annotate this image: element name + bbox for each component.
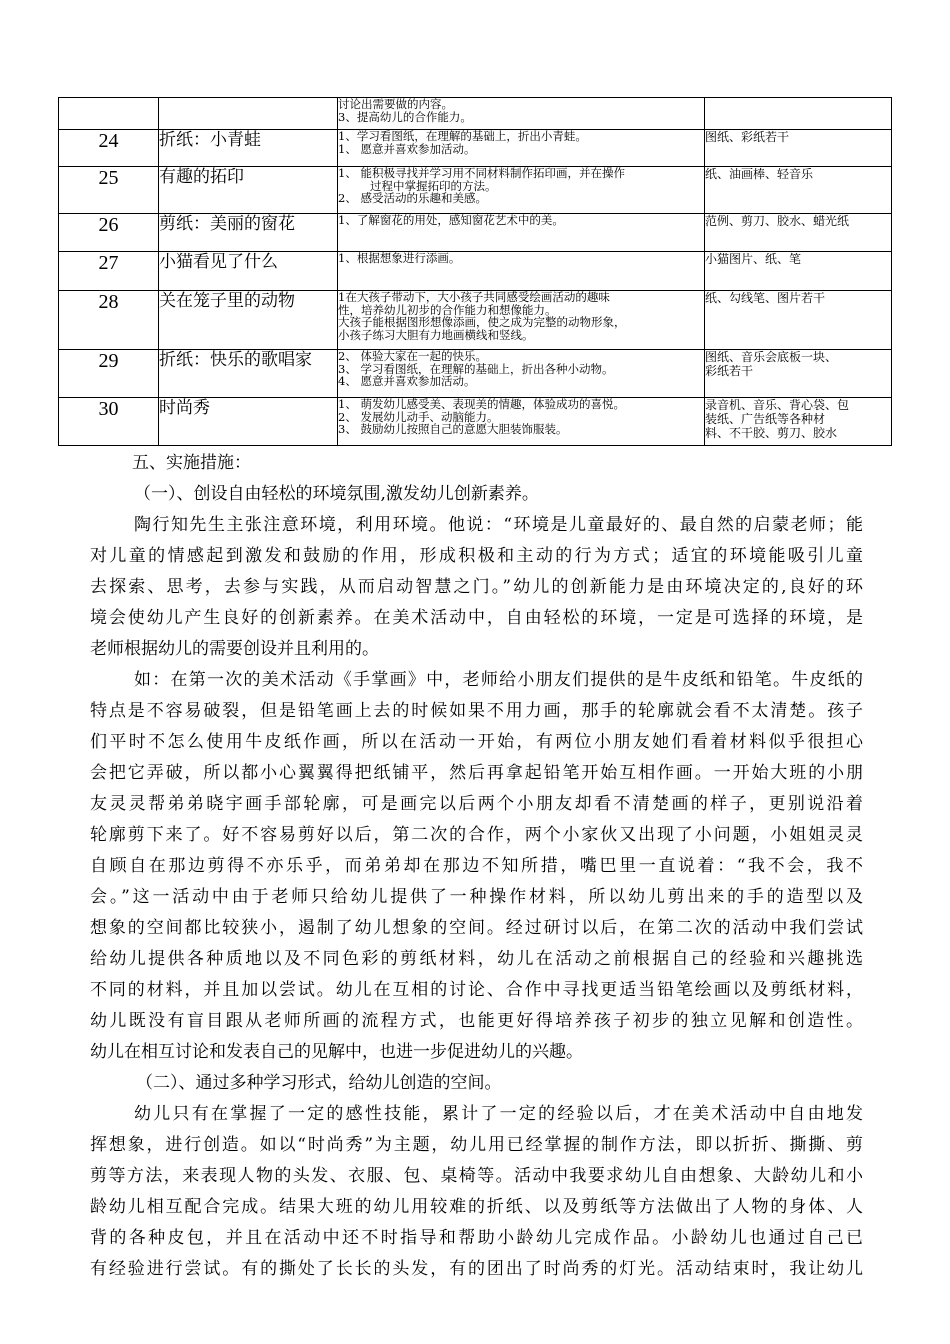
paragraph-line: 挥想象，进行创造。如以“时尚秀”为主题，幼儿用已经掌握的制作方法，即以折折、撕撕、剪 [90,1135,863,1155]
row-number: 25 [59,167,159,214]
activity-name [159,98,338,130]
material-line: 装纸、广告纸等各种材 [705,412,826,426]
paragraph-line: 会。”这一活动中由于老师只给幼儿提供了一种操作材料，所以幼儿剪出来的手的造型以及 [90,887,863,907]
paragraph-line: 轮廓剪下来了。好不容易剪好以后，第二次的合作，两个小家伙又出现了小问题，小姐姐灵灵 [90,825,863,845]
table-row [59,398,892,446]
goal-line: 1、 能积极寻找并学习用不同材料制作拓印画，并在操作 [338,166,625,180]
paragraph-line: 特点是不容易破裂，但是铅笔画上去的时候如果不用力画，那手的轮廓就会看不太清楚。孩子 [90,701,863,721]
activity-materials [705,98,892,130]
activity-goals [338,350,705,398]
goal-line: 3、 学习看图纸，在理解的基础上，折出各种小动物。 [338,361,614,376]
goal-line: 小孩子练习大胆有力地画横线和竖线。 [338,327,534,342]
activity-materials: 图纸、彩纸若干 [705,130,892,167]
row-number: 24 [59,130,159,167]
activity-materials: 小猫图片、纸、笔 [705,252,892,291]
goal-line: 性，培养幼儿初步的合作能力和想像能力。 [338,302,557,317]
goal-line: 1在大孩子带动下，大小孩子共同感受绘画活动的趣味 [338,290,610,304]
row-number: 29 [59,350,159,398]
material-line: 彩纸若干 [705,364,754,378]
paragraph-line: 龄幼儿相互配合完成。结果大班的幼儿用较难的折纸、以及剪纸等方法做出了人物的身体、人 [90,1197,863,1217]
table-row [59,291,892,350]
paragraph-line: 们平时不怎么使用牛皮纸作画，所以在活动一开始，有两位小朋友她们看着材料似乎很担心 [90,732,863,752]
activity-goals [338,167,705,214]
goal-line: 过程中掌握拓印的方法。 [370,178,497,193]
activity-goals [338,130,705,167]
paragraph-line: 不同的材料，并且加以尝试。幼儿在互相的讨论、合作中寻找更适当铅笔绘画以及剪纸材料， [90,980,863,1000]
paragraph-line: 会把它弄破，所以都小心翼翼得把纸铺平，然后再拿起铅笔开始互相作画。一开始大班的小朋 [90,763,863,783]
paragraph-line: 剪等方法，来表现人物的头发、衣服、包、桌椅等。活动中我要求幼儿自由想象、大龄幼儿和小 [90,1166,863,1186]
activity-name: 小猫看见了什么 [159,252,338,291]
table-row [59,252,892,291]
subsection-heading: （一）、创设自由轻松的环境氛围,激发幼儿创新素养。 [134,484,539,504]
material-line: 图纸、音乐会底板一块、 [705,350,838,364]
activity-name: 折纸：快乐的歌唱家 [159,350,338,398]
goal-line: 2、 发展幼儿动手、动脑能力。 [338,409,499,424]
subsection-heading: （二）、通过多种学习形式，给幼儿创造的空间。 [136,1073,502,1093]
row-number: 26 [59,214,159,252]
table-row [59,214,892,252]
paragraph-line: 境会使幼儿产生良好的创新素养。在美术活动中，自由轻松的环境，一定是可选择的环境，是 [90,608,863,628]
row-number: 28 [59,291,159,350]
section-heading: 五、实施措施： [132,453,251,473]
paragraph-line: 背的各种皮包，并且在活动中还不时指导和帮助小龄幼儿完成作品。小龄幼儿也通过自己已 [90,1228,863,1248]
activity-materials [705,398,892,446]
activity-plan-table [58,97,892,446]
goal-line: 4、 愿意并喜欢参加活动。 [338,374,476,389]
goal-line: 2、 感受活动的乐趣和美感。 [338,191,487,206]
goal-line: 1、学习看图纸，在理解的基础上，折出小青蛙。 [338,129,587,143]
paragraph-line: 自顾自在那边剪得不亦乐乎，而弟弟却在那边不知所措，嘴巴里一直说着：“我不会，我不 [90,856,863,876]
goal-line: 3、提高幼儿的合作能力。 [338,109,472,124]
paragraph-line: 友灵灵帮弟弟晓宇画手部轮廓，可是画完以后两个小朋友却看不清楚画的样子，更别说沿着 [90,794,863,814]
paragraph-line: 去探索、思考，去参与实践，从而启动智慧之门。”幼儿的创新能力是由环境决定的,良好的环 [90,577,863,597]
goal-line: 3、 鼓励幼儿按照自己的意愿大胆装饰服装。 [338,422,568,437]
activity-name: 折纸：小青蛙 [159,130,338,167]
activity-name: 关在笼子里的动物 [159,291,338,350]
body-text [90,448,863,1285]
activity-name: 剪纸：美丽的窗花 [159,214,338,252]
goal-line: 1、了解窗花的用处，感知窗花艺术中的美。 [338,213,564,227]
activity-goals [338,214,705,252]
material-line: 料、不干胶、剪刀、胶水 [705,426,838,440]
paragraph-line: 对儿童的情感起到激发和鼓励的作用，形成积极和主动的行为方式；适宜的环境能吸引儿童 [90,546,863,566]
paragraph-line: 幼儿既没有盲目跟从老师所画的流程方式，也能更好得培养孩子初步的独立见解和创造性。 [90,1011,863,1031]
material-line: 录音机、音乐、背心袋、包 [705,398,850,412]
table-row [59,350,892,398]
paragraph-line: 给幼儿提供各种质地以及不同色彩的剪纸材料，幼儿在活动之前根据自己的经验和兴趣挑选 [90,949,863,969]
paragraph-line: 想象的空间都比较狭小，遏制了幼儿想象的空间。经过研讨以后，在第二次的活动中我们尝试 [90,918,863,938]
paragraph-line: 有经验进行尝试。有的撕处了长长的头发，有的团出了时尚秀的灯光。活动结束时，我让幼儿 [90,1259,863,1279]
row-number: 30 [59,398,159,446]
table-row [59,167,892,214]
goal-line: 1、 萌发幼儿感受美、表现美的情趣，体验成功的喜悦。 [338,397,625,411]
goal-line: 1、 愿意并喜欢参加活动。 [338,141,476,156]
paragraph-line: 陶行知先生主张注意环境，利用环境。他说：“环境是儿童最好的、最自然的启蒙老师；能 [134,515,863,535]
activity-materials: 纸、勾线笔、图片若干 [705,291,892,350]
goal-line: 1、根据想象进行添画。 [338,251,461,265]
activity-materials [705,350,892,398]
table-row [59,98,892,130]
paragraph-line: 如：在第一次的美术活动《手掌画》中，老师给小朋友们提供的是牛皮纸和铅笔。牛皮纸的 [134,670,863,690]
row-number [59,98,159,130]
activity-goals [338,252,705,291]
goal-line: 讨论出需要做的内容。 [338,97,453,111]
activity-goals [338,291,705,350]
paragraph-line: 老师根据幼儿的需要创设并且利用的。 [90,639,379,659]
goal-line: 大孩子能根据图形想像添画，使之成为完整的动物形象， [338,315,626,330]
activity-name: 有趣的拓印 [159,167,338,214]
activity-goals [338,398,705,446]
activity-name: 时尚秀 [159,398,338,446]
activity-materials: 纸、油画棒、轻音乐 [705,167,892,214]
activity-goals [338,98,705,130]
table-row [59,130,892,167]
row-number: 27 [59,252,159,291]
paragraph-line: 幼儿在相互讨论和发表自己的见解中，也进一步促进幼儿的兴趣。 [90,1042,583,1062]
goal-line: 2、 体验大家在一起的快乐。 [338,349,487,363]
paragraph-line: 幼儿只有在掌握了一定的感性技能，累计了一定的经验以后，才在美术活动中自由地发 [134,1104,863,1124]
activity-materials: 范例、剪刀、胶水、蜡光纸 [705,214,892,252]
